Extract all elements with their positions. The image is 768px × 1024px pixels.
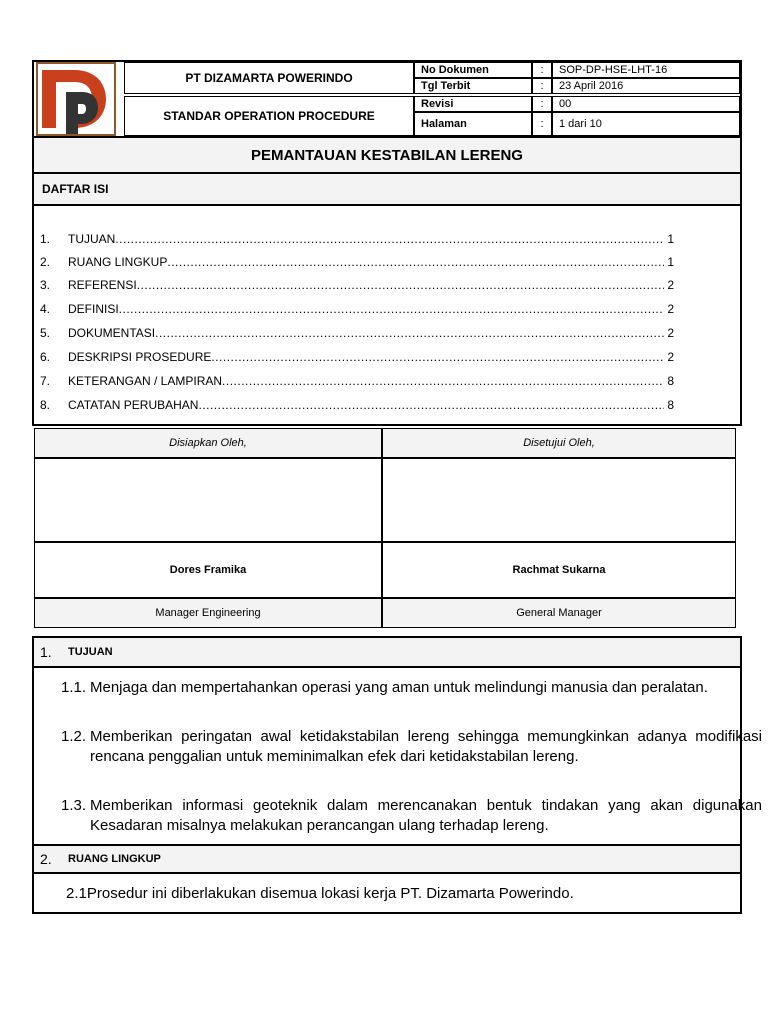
meta-value-tgl-terbit: 23 April 2016 bbox=[552, 78, 740, 94]
section-1-num: 1. bbox=[40, 644, 52, 660]
toc-item[interactable] bbox=[40, 324, 674, 340]
paragraph-1-3 bbox=[61, 796, 762, 836]
toc-item-label: CATATAN PERUBAHAN bbox=[68, 398, 199, 412]
section-1-heading bbox=[34, 638, 740, 668]
toc-item-num: 4. bbox=[40, 302, 51, 316]
toc-item-page: 8 bbox=[667, 398, 674, 412]
toc-item-num: 3. bbox=[40, 278, 51, 292]
toc-item-page: 2 bbox=[667, 350, 674, 364]
toc-leader bbox=[198, 398, 664, 412]
toc-item-num: 8. bbox=[40, 398, 51, 412]
toc-item[interactable] bbox=[40, 372, 674, 388]
toc-item-page: 8 bbox=[667, 374, 674, 388]
toc-item-label: DEFINISI bbox=[68, 302, 119, 316]
prepared-title: Manager Engineering bbox=[34, 598, 382, 628]
paragraph-2-1 bbox=[66, 884, 736, 904]
meta-value-halaman: 1 dari 10 bbox=[552, 112, 740, 136]
toc-item-page: 1 bbox=[667, 232, 674, 246]
logo-dp-icon bbox=[38, 64, 114, 134]
toc-item[interactable] bbox=[40, 253, 674, 269]
toc-item-page: 2 bbox=[667, 302, 674, 316]
toc-leader bbox=[211, 350, 664, 364]
toc-leader bbox=[155, 326, 664, 340]
company-logo bbox=[36, 62, 116, 136]
prepared-by-label: Disiapkan Oleh, bbox=[34, 428, 382, 458]
paragraph-1-1 bbox=[61, 678, 762, 698]
section-1-title: TUJUAN bbox=[68, 646, 113, 658]
toc-leader bbox=[137, 278, 664, 292]
paragraph-1-2 bbox=[61, 727, 762, 767]
section-2-heading bbox=[34, 846, 740, 874]
doc-meta-table bbox=[414, 62, 740, 136]
company-name: PT DIZAMARTA POWERINDO bbox=[124, 62, 414, 94]
toc-item-label: KETERANGAN / LAMPIRAN bbox=[68, 374, 223, 388]
paragraph-num: 1.2. bbox=[61, 728, 87, 745]
paragraph-num: 1.3. bbox=[61, 797, 87, 814]
toc-item-num: 6. bbox=[40, 350, 51, 364]
toc-item-num: 7. bbox=[40, 374, 51, 388]
paragraph-num: 1.1. bbox=[61, 679, 87, 696]
meta-label-no-dokumen: No Dokumen bbox=[414, 62, 532, 78]
meta-sep: : bbox=[532, 96, 552, 112]
toc-item-label: TUJUAN bbox=[68, 232, 116, 246]
meta-value-no-dokumen: SOP-DP-HSE-LHT-16 bbox=[552, 62, 740, 78]
toc-item[interactable] bbox=[40, 396, 674, 412]
paragraph-text: Memberikan peringatan awal ketidakstabilan lereng sehingga memungkinkan adanya modifikasi rencana penggalian untuk meminimalkan efek dari ketidakstabilan lereng. bbox=[90, 728, 762, 765]
approved-name: Rachmat Sukarna bbox=[382, 542, 736, 598]
meta-label-halaman: Halaman bbox=[414, 112, 532, 136]
toc-item-num: 2. bbox=[40, 255, 51, 269]
toc-item-page: 2 bbox=[667, 278, 674, 292]
toc-heading: DAFTAR ISI bbox=[32, 174, 742, 206]
toc-item-num: 1. bbox=[40, 232, 51, 246]
toc-item-page: 2 bbox=[667, 326, 674, 340]
section-2-num: 2. bbox=[40, 851, 52, 867]
prepared-name: Dores Framika bbox=[34, 542, 382, 598]
toc-item-label: REFERENSI bbox=[68, 278, 137, 292]
approved-signature-box bbox=[382, 458, 736, 542]
paragraph-text: Memberikan informasi geoteknik dalam merencanakan bentuk tindakan yang akan digunakan Kesadaran misalnya melakukan perancangan ulang terhadap lereng. bbox=[90, 797, 762, 834]
toc-leader bbox=[119, 302, 664, 316]
document-title: PEMANTAUAN KESTABILAN LERENG bbox=[32, 138, 742, 174]
paragraph-text: Prosedur ini diberlakukan disemua lokasi kerja PT. Dizamarta Powerindo. bbox=[86, 885, 574, 902]
meta-value-revisi: 00 bbox=[552, 96, 740, 112]
toc-item-label: DOKUMENTASI bbox=[68, 326, 156, 340]
toc-leader bbox=[222, 374, 664, 388]
meta-label-revisi: Revisi bbox=[414, 96, 532, 112]
paragraph-num: 2.1 bbox=[66, 885, 87, 902]
meta-sep: : bbox=[532, 62, 552, 78]
meta-label-tgl-terbit: Tgl Terbit bbox=[414, 78, 532, 94]
approved-by-label: Disetujui Oleh, bbox=[382, 428, 736, 458]
toc-item-label: DESKRIPSI PROSEDURE bbox=[68, 350, 212, 364]
toc-item[interactable] bbox=[40, 300, 674, 316]
prepared-signature-box bbox=[34, 458, 382, 542]
toc-leader bbox=[115, 232, 664, 246]
toc-item[interactable] bbox=[40, 348, 674, 364]
toc-item[interactable] bbox=[40, 276, 674, 292]
paragraph-text: Menjaga dan mempertahankan operasi yang aman untuk melindungi manusia dan peralatan. bbox=[90, 679, 708, 696]
meta-sep: : bbox=[532, 112, 552, 136]
doc-type: STANDAR OPERATION PROCEDURE bbox=[124, 96, 414, 136]
meta-sep: : bbox=[532, 78, 552, 94]
toc-leader bbox=[167, 255, 664, 269]
toc-item-label: RUANG LINGKUP bbox=[68, 255, 168, 269]
toc-item-page: 1 bbox=[667, 255, 674, 269]
section-2-title: RUANG LINGKUP bbox=[68, 853, 161, 865]
toc-item-num: 5. bbox=[40, 326, 51, 340]
approved-title: General Manager bbox=[382, 598, 736, 628]
toc-item[interactable] bbox=[40, 230, 674, 246]
